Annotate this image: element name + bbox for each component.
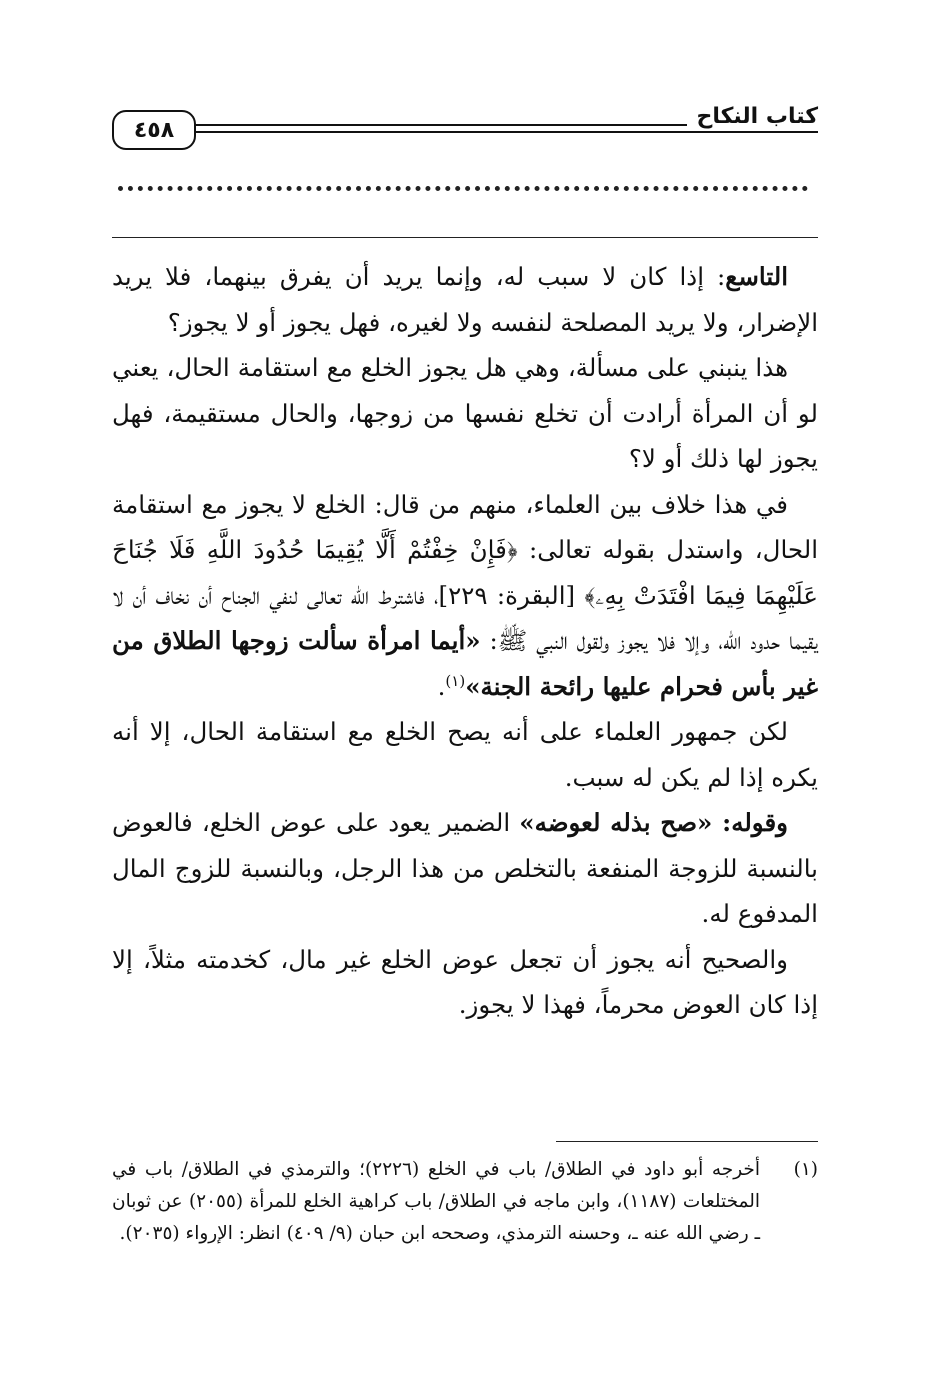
page-number: ٤٥٨ bbox=[112, 110, 196, 150]
paragraph-3 bbox=[112, 482, 818, 710]
paragraph-5-text: الضمير يعود على عوض الخلع، فالعوض بالنسبة للزوجة المنفعة بالتخلص من هذا الرجل، وبالنسبة للزوج المال المدفوع له. bbox=[112, 808, 818, 928]
book-title: كتاب النكاح bbox=[687, 104, 819, 129]
paragraph-1-heading: التاسع bbox=[725, 262, 788, 291]
main-text bbox=[112, 254, 818, 1028]
top-rule bbox=[112, 237, 818, 238]
paragraph-3-end: . bbox=[437, 671, 446, 701]
footnote-text: أخرجه أبو داود في الطلاق/ باب في الخلع (٢٢٢٦)؛ والترمذي في الطلاق/ باب في المختلعات (١١٨٧)، وابن ماجه في الطلاق/ باب كراهية الخلع للمرأة (٢٠٥٥) عن ثوبان ـ رضي الله عنه ـ، وحسنه الترمذي، وصححه ابن حبان (٩/ ٤٠٩) انظر: الإرواء (٢٠٣٥). bbox=[112, 1159, 760, 1244]
paragraph-6: والصحيح أنه يجوز أن تجعل عوض الخلع غير مال، كخدمته مثلاً، إلا إذا كان العوض محرماً، فهذا لا يجوز. bbox=[112, 944, 818, 1019]
page-header bbox=[112, 100, 818, 158]
paragraph-1-text: : إذا كان لا سبب له، وإنما يريد أن يفرق بينهما، فلا يريد الإضرار، ولا يريد المصلحة لنفسه ولا لغيره، فهل يجوز أو لا يجوز؟ bbox=[112, 262, 818, 337]
footnote-ref[interactable]: (١) bbox=[445, 671, 466, 690]
paragraph-1 bbox=[112, 254, 818, 345]
paragraph-2: هذا ينبني على مسألة، وهي هل يجوز الخلع مع استقامة الحال، يعني لو أن المرأة أرادت أن تخلع نفسها من زوجها، والحال مستقيمة، فهل يجوز لها ذلك أو لا؟ bbox=[112, 353, 818, 473]
paragraph-4: لكن جمهور العلماء على أنه يصح الخلع مع استقامة الحال، إلا أنه يكره إذا لم يكن له سبب. bbox=[112, 717, 818, 792]
footnote-item bbox=[112, 1154, 818, 1250]
footnote-rule bbox=[556, 1141, 818, 1142]
hadith-quote: «أيما امرأة سألت زوجها الطلاق من غير بأس فحرام عليها رائحة الجنة» bbox=[112, 626, 818, 701]
header-rule-double bbox=[196, 131, 818, 133]
paragraph-3-text: في هذا خلاف بين العلماء، منهم من قال: الخلع لا يجوز مع استقامة الحال، واستدل بقوله تعالى: ﴿فَإِنْ خِفْتُمْ أَلَّا يُقِيمَا حُدُودَ اللَّهِ فَلَا جُنَاحَ عَلَيْهِمَا فِيمَا افْتَدَتْ بِهِۦ﴾ [البقرة: ٢٢٩]، فاشترط الله تعالى لنفي الجناح أن نخاف أن لا يقيما حدود الله، وإلا فلا يجوز ولقول النبي ﷺ: bbox=[112, 489, 818, 655]
paragraph-5 bbox=[112, 800, 818, 937]
footnote-number: (١) bbox=[793, 1159, 818, 1180]
paragraph-5-heading: وقوله: «صح بذله لعوضه» bbox=[519, 808, 789, 837]
footnotes bbox=[112, 1154, 818, 1250]
dotted-separator bbox=[118, 186, 808, 191]
